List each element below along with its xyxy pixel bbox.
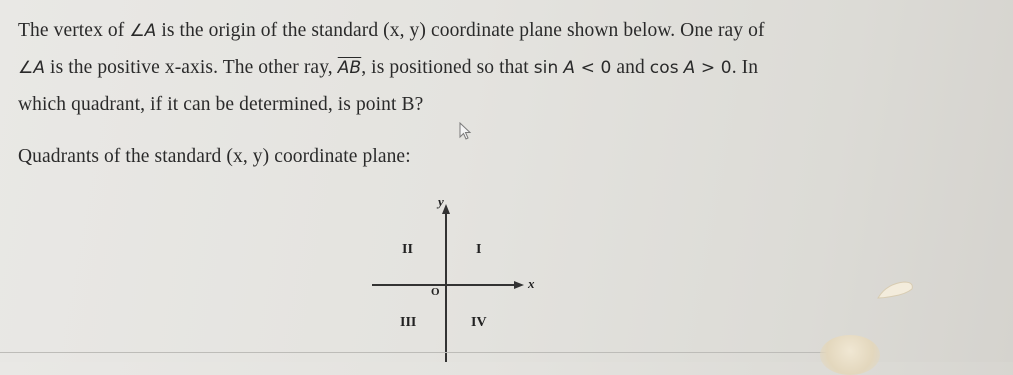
mouse-cursor-icon <box>459 122 473 147</box>
ray-ab-notation: $\overline{AB}$ <box>337 58 362 78</box>
line2-text-3: and <box>611 57 650 78</box>
coordinate-plane <box>360 180 560 362</box>
figure-caption <box>18 146 411 168</box>
bottom-divider <box>0 352 850 353</box>
caption-xy: (x, y) <box>226 146 270 167</box>
caption-text-2: coordinate plane: <box>269 146 411 167</box>
line2-text-2: , is positioned so that <box>361 57 534 78</box>
line2-text-1: is the positive x-axis. The other ray, <box>45 57 338 78</box>
quadrant-i-label: I <box>476 242 482 257</box>
cos-function: cos <box>649 58 679 78</box>
y-axis-label: y <box>438 194 444 209</box>
xy-notation: (x, y) <box>383 20 426 41</box>
x-axis-label: x <box>528 276 535 291</box>
quadrant-iii-label: III <box>400 315 417 330</box>
sin-condition: < 0 <box>575 58 612 78</box>
line2-text-4: . In <box>731 57 759 78</box>
angle-a-symbol: ∠A <box>129 21 157 41</box>
finger-overlay <box>820 335 880 375</box>
quadrant-iv-label: IV <box>471 315 487 330</box>
cos-condition: > 0 <box>695 58 732 78</box>
line1-text-2: is the origin of the standard <box>156 20 384 41</box>
line1-text-1: The vertex of <box>18 20 130 41</box>
thumb-overlay <box>876 280 916 307</box>
problem-line-1 <box>18 20 765 42</box>
origin-label: O <box>431 286 440 298</box>
line1-text-3: coordinate plane shown below. One ray of <box>426 20 765 41</box>
quadrant-ii-label: II <box>402 242 413 257</box>
caption-text-1: Quadrants of the standard <box>18 146 227 167</box>
cos-variable: A <box>683 58 696 78</box>
sin-function: sin <box>533 58 559 78</box>
x-axis <box>372 281 524 289</box>
problem-question: which quadrant, if it can be determined, is point B? <box>18 94 424 115</box>
y-axis <box>442 204 450 362</box>
problem-line-2 <box>18 57 758 79</box>
sin-variable: A <box>563 58 576 78</box>
angle-a-symbol: ∠A <box>18 58 46 78</box>
